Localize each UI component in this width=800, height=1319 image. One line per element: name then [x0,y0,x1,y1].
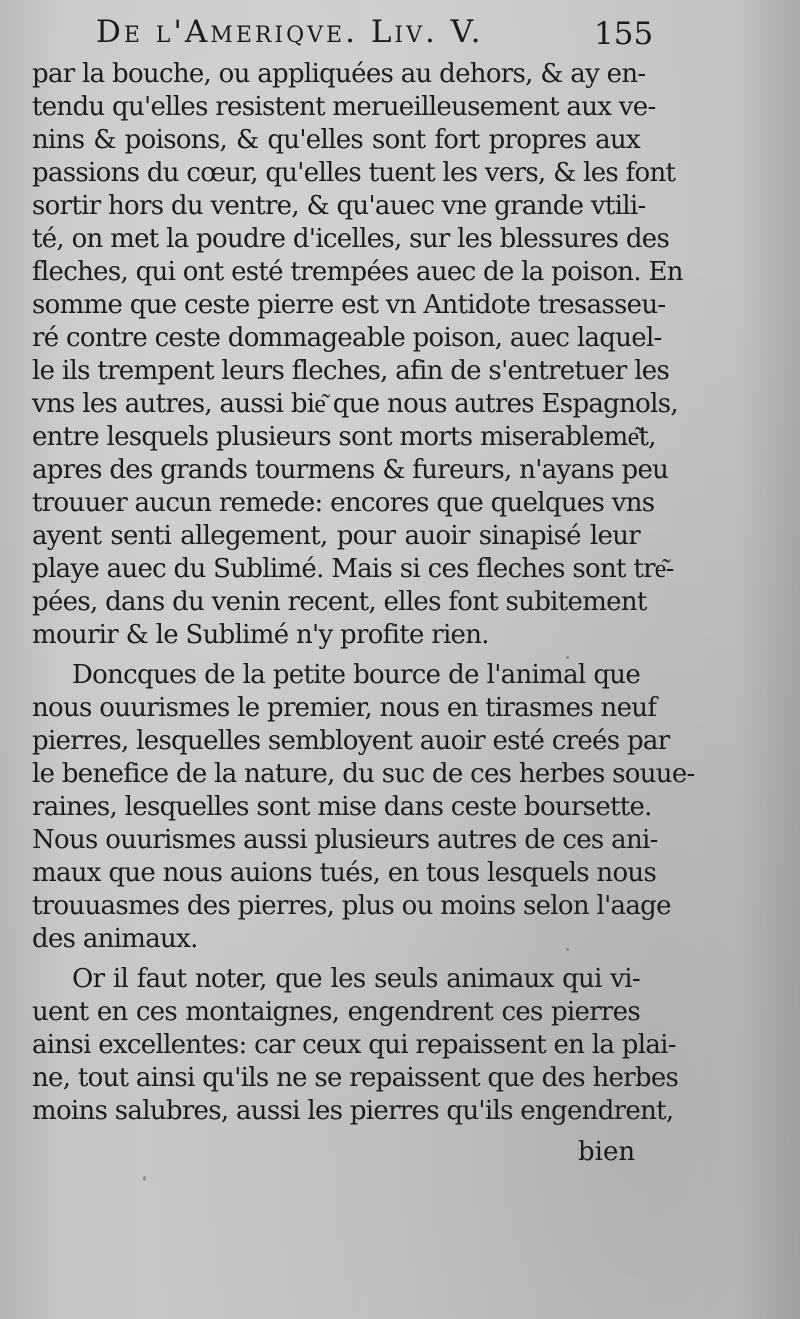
ink-speck [566,656,569,659]
text-line: Doncques de la petite bource de l'animal que [72,660,640,690]
text-line: pierres, lesquelles sembloyent auoir esté creés par [32,726,670,756]
text-line: fleches, qui ont esté trempées auec de la poison. En [32,257,683,287]
text-line: par la bouche, ou appliquées au dehors, & ay en- [32,59,646,89]
text-line: ayent senti allegement, pour auoir sinapisé leur [32,521,640,551]
page-number: 155 [594,16,654,52]
ink-speck [566,948,569,951]
text-line: nous ouurismes le premier, nous en tirasmes neuf [32,693,657,723]
text-line: pées, dans du venin recent, elles font subitement [32,587,647,617]
text-line: raines, lesquelles sont mise dans ceste boursette. [32,792,652,822]
text-line: apres des grands tourmens & fureurs, n'ayans peu [32,455,669,485]
text-line: Nous ouurismes aussi plusieurs autres de ces ani- [32,825,658,855]
text-line: nins & poisons, & qu'elles sont fort propres aux [32,125,640,155]
text-line: moins salubres, aussi les pierres qu'ils engendrent, [32,1096,674,1126]
catchword: bien [578,1137,636,1167]
text-line: playe auec du Sublimé. Mais si ces fleches sont tre͂- [32,554,674,584]
text-line: entre lesquels plusieurs sont morts miserableme͂t, [32,422,656,452]
text-line: ainsi excellentes: car ceux qui repaissent en la plai- [32,1030,676,1060]
text-line: ne, tout ainsi qu'ils ne se repaissent que des herbes [32,1063,679,1093]
running-head: De l'Ameriqve. Liv. V. [96,14,484,50]
text-line: des animaux. [32,924,198,954]
text-line: trouuasmes des pierres, plus ou moins selon l'aage [32,891,671,921]
text-line: passions du cœur, qu'elles tuent les vers, & les font [32,158,676,188]
text-line: somme que ceste pierre est vn Antidote tresasseu- [32,290,666,320]
text-line: mourir & le Sublimé n'y profite rien. [32,620,489,650]
text-line: maux que nous auions tués, en tous lesquels nous [32,858,657,888]
ink-speck [143,1176,146,1181]
text-line: té, on met la poudre d'icelles, sur les blessures des [32,224,670,254]
text-line: le ils trempent leurs fleches, afin de s'entretuer les [32,356,670,386]
text-line: tendu qu'elles resistent merueilleusement aux ve- [32,92,656,122]
text-line: trouuer aucun remede: encores que quelques vns [32,488,655,518]
text-line: uent en ces montaignes, engendrent ces pierres [32,997,640,1027]
text-line: ré contre ceste dommageable poison, auec laquel- [32,323,662,353]
text-line: le benefice de la nature, du suc de ces herbes souue- [32,759,695,789]
text-line: Or il faut noter, que les seuls animaux qui vi- [72,964,640,994]
text-line: sortir hors du ventre, & qu'auec vne grande vtili- [32,191,646,221]
text-line: vns les autres, aussi bie͂ que nous autres Espagnols, [32,389,678,419]
